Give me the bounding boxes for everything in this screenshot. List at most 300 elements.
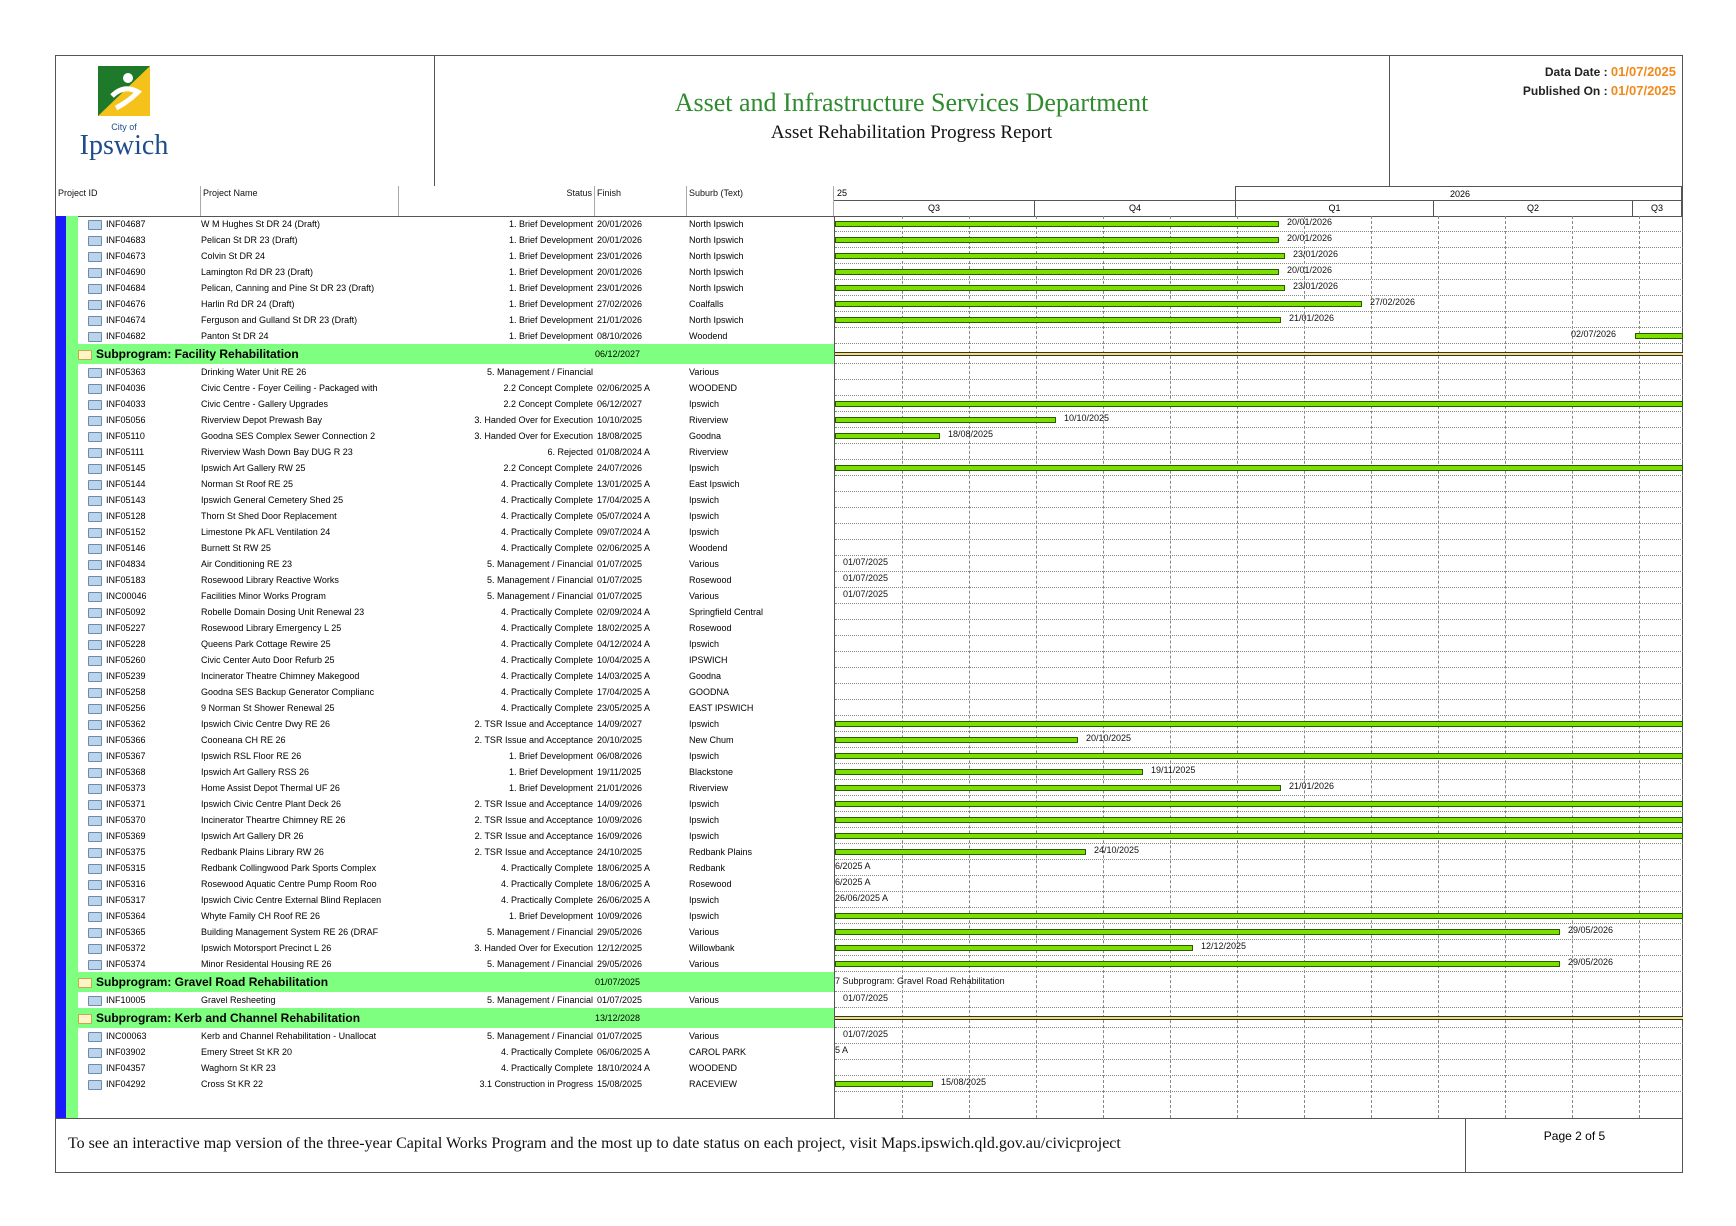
- gantt-bar-label: 21/01/2026: [1289, 313, 1335, 323]
- table-row[interactable]: [78, 232, 834, 248]
- project-finish: [597, 364, 687, 380]
- project-suburb: Ipswich: [689, 399, 720, 409]
- table-row[interactable]: [78, 476, 834, 492]
- project-suburb: Goodna: [689, 431, 722, 441]
- gantt-bar[interactable]: [835, 721, 1683, 727]
- project-suburb: Ipswich: [689, 463, 720, 473]
- project-id-text: INF03902: [106, 1047, 146, 1057]
- outline-bar-green: [66, 216, 78, 1118]
- table-row[interactable]: [78, 1076, 834, 1092]
- folder-icon: [88, 416, 102, 426]
- group-row[interactable]: [78, 344, 834, 364]
- project-status: 4. Practically Complete: [500, 527, 593, 537]
- table-row[interactable]: [78, 216, 834, 232]
- table-row[interactable]: [78, 508, 834, 524]
- project-id-text: INF05227: [106, 623, 146, 633]
- project-name: Lamington Rd DR 23 (Draft): [201, 267, 314, 277]
- table-row[interactable]: [78, 412, 834, 428]
- project-name: Redbank Collingwood Park Sports Complex: [201, 863, 377, 873]
- project-finish: 13/01/2025 A: [597, 479, 651, 489]
- gantt-bar[interactable]: [835, 269, 1279, 275]
- gantt-bar[interactable]: [835, 433, 940, 439]
- project-finish: 06/12/2027: [597, 399, 643, 409]
- table-row[interactable]: [78, 492, 834, 508]
- project-id-text: INF05363: [106, 367, 146, 377]
- gantt-bar[interactable]: [835, 817, 1683, 823]
- gantt-row-line: [835, 699, 1683, 700]
- project-status: 4. Practically Complete: [500, 879, 593, 889]
- gantt-row-line: [835, 923, 1683, 924]
- table-row[interactable]: [78, 992, 834, 1008]
- project-suburb: North Ipswich: [689, 315, 744, 325]
- table-row[interactable]: [78, 364, 834, 380]
- gantt-group-label: 7 Subprogram: Gravel Road Rehabilitation: [835, 976, 1005, 986]
- gantt-milestone-label: 01/07/2025: [843, 589, 889, 599]
- gantt-bar[interactable]: [835, 221, 1279, 227]
- project-suburb: Willowbank: [689, 943, 735, 953]
- project-id-text: INF04682: [106, 331, 146, 341]
- project-suburb: Ipswich: [689, 639, 720, 649]
- folder-open-icon: [78, 1014, 92, 1024]
- project-id: [88, 716, 201, 732]
- folder-icon: [88, 996, 102, 1006]
- project-name: Drinking Water Unit RE 26: [201, 367, 307, 377]
- quarter-q4-2025: Q4: [1035, 201, 1236, 216]
- gantt-bar[interactable]: [835, 961, 1560, 967]
- table-row[interactable]: [78, 636, 834, 652]
- table-row[interactable]: [78, 652, 834, 668]
- project-name: Ferguson and Gulland St DR 23 (Draft): [201, 315, 358, 325]
- gantt-row-line: [835, 955, 1683, 956]
- table-row[interactable]: [78, 380, 834, 396]
- project-status: 3. Handed Over for Execution: [474, 431, 593, 441]
- gantt-bar[interactable]: [835, 465, 1683, 471]
- folder-icon: [88, 592, 102, 602]
- gantt-bar[interactable]: [835, 417, 1056, 423]
- gantt-row-line: [835, 683, 1683, 684]
- gantt-row-line: [835, 667, 1683, 668]
- project-id: [88, 908, 201, 924]
- project-status: 6. Rejected: [547, 447, 593, 457]
- gantt-bar[interactable]: [835, 285, 1285, 291]
- summary-bar[interactable]: [835, 352, 1683, 356]
- project-status: 3. Handed Over for Execution: [474, 415, 593, 425]
- quarter-q2-2026: Q2: [1434, 201, 1633, 216]
- project-finish: 29/05/2026: [597, 959, 643, 969]
- project-finish: 20/01/2026: [597, 267, 643, 277]
- table-row[interactable]: [78, 572, 834, 588]
- project-suburb: Various: [689, 927, 719, 937]
- project-id: [88, 476, 201, 492]
- project-finish: 14/09/2027: [597, 719, 643, 729]
- gantt-bar-label: 18/08/2025: [948, 429, 994, 439]
- folder-icon: [88, 752, 102, 762]
- project-id-text: INF05144: [106, 479, 146, 489]
- project-name: Home Assist Depot Thermal UF 26: [201, 783, 340, 793]
- gantt-bar-label: 21/01/2026: [1289, 781, 1335, 791]
- gantt-row-line: [835, 939, 1683, 940]
- project-suburb: Rosewood: [689, 879, 732, 889]
- table-row[interactable]: [78, 908, 834, 924]
- table-row[interactable]: [78, 780, 834, 796]
- project-finish: 14/09/2026: [597, 799, 643, 809]
- table-row[interactable]: [78, 248, 834, 264]
- project-finish: 18/10/2024 A: [597, 1063, 651, 1073]
- project-id-text: INF05371: [106, 799, 146, 809]
- gantt-row-line: [835, 1007, 1683, 1008]
- project-finish: 01/08/2024 A: [597, 447, 651, 457]
- gantt-row-line: [835, 619, 1683, 620]
- project-suburb: East Ipswich: [689, 479, 740, 489]
- table-row[interactable]: [78, 796, 834, 812]
- project-id: [88, 1060, 201, 1076]
- project-name: Pelican, Canning and Pine St DR 23 (Draft): [201, 283, 375, 293]
- project-name: Riverview Wash Down Bay DUG R 23: [201, 447, 353, 457]
- project-suburb: Woodend: [689, 331, 728, 341]
- year-2026: 2026: [1236, 186, 1682, 201]
- table-row[interactable]: [78, 444, 834, 460]
- col-suburb: Suburb (Text): [687, 186, 834, 216]
- gantt-bar[interactable]: [835, 253, 1285, 259]
- folder-icon: [88, 784, 102, 794]
- folder-icon: [88, 236, 102, 246]
- project-name: Incinerator Theartre Chimney RE 26: [201, 815, 346, 825]
- group-name: [78, 344, 578, 364]
- gantt-row-line: [835, 475, 1683, 476]
- gantt-row-line: [835, 411, 1683, 412]
- group-name: [78, 972, 578, 992]
- gantt-row-line: [835, 811, 1683, 812]
- gantt-bar-label: 20/10/2025: [1086, 733, 1132, 743]
- project-id-text: INF05111: [106, 447, 145, 457]
- folder-icon: [88, 688, 102, 698]
- folder-icon: [88, 736, 102, 746]
- gantt-bar[interactable]: [835, 317, 1281, 323]
- project-id-text: INC00046: [106, 591, 147, 601]
- table-row[interactable]: [78, 940, 834, 956]
- project-name: Air Conditioning RE 23: [201, 559, 293, 569]
- project-status: 4. Practically Complete: [500, 895, 593, 905]
- gantt-row-line: [835, 555, 1683, 556]
- table-row[interactable]: [78, 296, 834, 312]
- folder-icon: [88, 928, 102, 938]
- table-row[interactable]: [78, 684, 834, 700]
- project-name: Harlin Rd DR 24 (Draft): [201, 299, 295, 309]
- gantt-bar[interactable]: [835, 301, 1362, 307]
- gantt-row-line: [835, 491, 1683, 492]
- gantt-row-line: [835, 731, 1683, 732]
- folder-icon: [88, 480, 102, 490]
- project-status: 5. Management / Financial: [486, 575, 593, 585]
- folder-icon: [88, 252, 102, 262]
- gantt-bar-label: 15/08/2025: [941, 1077, 987, 1087]
- table-row[interactable]: [78, 312, 834, 328]
- project-suburb: Woodend: [689, 543, 728, 553]
- table-row[interactable]: [78, 1028, 834, 1044]
- gantt-row-line: [835, 523, 1683, 524]
- gantt-bar[interactable]: [835, 737, 1078, 743]
- project-name: 9 Norman St Shower Renewal 25: [201, 703, 335, 713]
- project-suburb: IPSWICH: [689, 655, 728, 665]
- gantt-bar[interactable]: [835, 785, 1281, 791]
- project-id-text: INF05317: [106, 895, 146, 905]
- gantt-bar-label: 10/10/2025: [1064, 413, 1110, 423]
- gantt-milestone-label: 01/07/2025: [843, 993, 889, 1003]
- project-suburb: Rosewood: [689, 623, 732, 633]
- project-suburb: Various: [689, 959, 719, 969]
- project-id-text: INF05092: [106, 607, 146, 617]
- table-row[interactable]: [78, 540, 834, 556]
- project-id: [88, 428, 201, 444]
- project-id: [88, 924, 201, 940]
- project-id-text: INF05239: [106, 671, 146, 681]
- logo-city-of: City of: [111, 122, 137, 132]
- project-id: [88, 540, 201, 556]
- folder-icon: [88, 912, 102, 922]
- project-suburb: Various: [689, 367, 719, 377]
- project-id: [88, 572, 201, 588]
- table-row[interactable]: [78, 716, 834, 732]
- project-id-text: INF05110: [106, 431, 145, 441]
- project-finish: 08/10/2026: [597, 331, 643, 341]
- project-status: 4. Practically Complete: [500, 607, 593, 617]
- project-name: Pelican St DR 23 (Draft): [201, 235, 298, 245]
- project-id: [88, 364, 201, 380]
- project-id: [88, 492, 201, 508]
- project-name: Goodna SES Complex Sewer Connection 2: [201, 431, 376, 441]
- gantt-milestone-label: 01/07/2025: [843, 557, 889, 567]
- project-name: Ipswich Motorsport Precinct L 26: [201, 943, 332, 953]
- project-name: Ipswich General Cemetery Shed 25: [201, 495, 344, 505]
- project-status: 2. TSR Issue and Acceptance: [474, 815, 593, 825]
- folder-icon: [88, 332, 102, 342]
- table-row[interactable]: [78, 620, 834, 636]
- project-id-text: INF04292: [106, 1079, 146, 1089]
- group-row[interactable]: [78, 972, 834, 992]
- project-suburb: Redbank Plains: [689, 847, 753, 857]
- gantt-row-line: [835, 395, 1683, 396]
- table-row[interactable]: [78, 844, 834, 860]
- project-id: [88, 296, 201, 312]
- quarter-q3-2026: Q3: [1633, 201, 1682, 216]
- project-status: 2.2 Concept Complete: [503, 463, 593, 473]
- project-status: 1. Brief Development: [508, 267, 593, 277]
- gantt-row-line: [835, 327, 1683, 328]
- folder-icon: [88, 624, 102, 634]
- gantt-bar[interactable]: [1635, 333, 1683, 339]
- gantt-bar[interactable]: [835, 401, 1683, 407]
- gantt-row-line: [835, 907, 1683, 908]
- project-id-text: INF05367: [106, 751, 146, 761]
- project-name: Goodna SES Backup Generator Complianc: [201, 687, 375, 697]
- project-finish: 12/12/2025: [597, 943, 643, 953]
- group-name: [78, 1008, 578, 1028]
- project-id-text: INF04036: [106, 383, 146, 393]
- gantt-row-line: [835, 1043, 1683, 1044]
- folder-icon: [88, 368, 102, 378]
- project-finish: 01/07/2025: [597, 591, 643, 601]
- project-status: 2.2 Concept Complete: [503, 383, 593, 393]
- folder-icon: [88, 800, 102, 810]
- table-row[interactable]: [78, 924, 834, 940]
- table-row[interactable]: [78, 700, 834, 716]
- table-row[interactable]: [78, 264, 834, 280]
- table-row[interactable]: [78, 828, 834, 844]
- table-row[interactable]: [78, 328, 834, 344]
- title-area: [434, 56, 1390, 186]
- project-name: Thorn St Shed Door Replacement: [201, 511, 337, 521]
- project-name: Colvin St DR 24: [201, 251, 266, 261]
- summary-bar[interactable]: [835, 1016, 1683, 1020]
- table-row[interactable]: [78, 732, 834, 748]
- project-id: [88, 312, 201, 328]
- folder-icon: [88, 608, 102, 618]
- project-id-text: INF05362: [106, 719, 146, 729]
- table-row[interactable]: [78, 524, 834, 540]
- project-id: [88, 828, 201, 844]
- table-row[interactable]: [78, 396, 834, 412]
- project-finish: 23/01/2026: [597, 283, 643, 293]
- gantt-bar[interactable]: [835, 945, 1193, 951]
- project-status: 5. Management / Financial: [486, 559, 593, 569]
- project-id: [88, 460, 201, 476]
- project-id: [88, 1028, 201, 1044]
- folder-icon: [88, 576, 102, 586]
- table-row[interactable]: [78, 860, 834, 876]
- project-id-text: INF05146: [106, 543, 146, 553]
- project-finish: 06/06/2025 A: [597, 1047, 651, 1057]
- table-row[interactable]: [78, 588, 834, 604]
- gantt-bar[interactable]: [835, 769, 1143, 775]
- table-row[interactable]: [78, 428, 834, 444]
- gantt-bar-label: 20/01/2026: [1287, 233, 1333, 243]
- table-body: [56, 216, 1682, 1118]
- project-name: Rosewood Library Reactive Works: [201, 575, 339, 585]
- table-row[interactable]: [78, 956, 834, 972]
- project-id-text: INF05374: [106, 959, 146, 969]
- gantt-row-line: [835, 279, 1683, 280]
- gantt-bar[interactable]: [835, 849, 1086, 855]
- table-row[interactable]: [78, 280, 834, 296]
- project-status: 5. Management / Financial: [486, 367, 593, 377]
- ipswich-logo-icon: [68, 62, 188, 162]
- folder-open-icon: [78, 978, 92, 988]
- gantt-bar[interactable]: [835, 753, 1683, 759]
- gantt-milestone-label: 01/07/2025: [843, 1029, 889, 1039]
- project-status: 5. Management / Financial: [486, 927, 593, 937]
- gantt-row-line: [835, 1059, 1683, 1060]
- project-suburb: Ipswich: [689, 831, 720, 841]
- gantt-bar[interactable]: [835, 833, 1683, 839]
- table-row[interactable]: [78, 604, 834, 620]
- project-finish: 14/03/2025 A: [597, 671, 651, 681]
- project-id: [88, 780, 201, 796]
- table-row[interactable]: [78, 812, 834, 828]
- folder-icon: [88, 448, 102, 458]
- project-finish: 17/04/2025 A: [597, 495, 651, 505]
- table-row[interactable]: [78, 1044, 834, 1060]
- project-finish: 18/02/2025 A: [597, 623, 651, 633]
- table-row[interactable]: [78, 892, 834, 908]
- table-row[interactable]: [78, 764, 834, 780]
- project-name: Ipswich Art Gallery DR 26: [201, 831, 304, 841]
- table-row[interactable]: [78, 460, 834, 476]
- gantt-bar-label: 27/02/2026: [1370, 297, 1416, 307]
- project-suburb: Ipswich: [689, 527, 720, 537]
- project-name: Ipswich RSL Floor RE 26: [201, 751, 302, 761]
- gantt-bar[interactable]: [835, 801, 1683, 807]
- project-status: 2. TSR Issue and Acceptance: [474, 831, 593, 841]
- col-project-id: Project ID: [56, 186, 201, 216]
- project-id: [88, 636, 201, 652]
- gantt-bar[interactable]: [835, 913, 1683, 919]
- table-row[interactable]: [78, 556, 834, 572]
- project-name: Robelle Domain Dosing Unit Renewal 23: [201, 607, 365, 617]
- folder-icon: [88, 284, 102, 294]
- project-status: 4. Practically Complete: [500, 671, 593, 681]
- project-id: [88, 1076, 201, 1092]
- table-row[interactable]: [78, 668, 834, 684]
- published-value: 01/07/2025: [1610, 83, 1676, 98]
- project-id-text: INF05256: [106, 703, 146, 713]
- group-row[interactable]: [78, 1008, 834, 1028]
- project-finish: 29/05/2026: [597, 927, 643, 937]
- gantt-row-line: [835, 1075, 1683, 1076]
- project-finish: 17/04/2025 A: [597, 687, 651, 697]
- col-project-name: Project Name: [201, 186, 399, 216]
- gantt-row-line: [835, 779, 1683, 780]
- project-id-text: INF05145: [106, 463, 146, 473]
- project-id-text: INF05258: [106, 687, 146, 697]
- folder-icon: [88, 672, 102, 682]
- gantt-row-line: [835, 795, 1683, 796]
- project-suburb: EAST IPSWICH: [689, 703, 754, 713]
- project-suburb: Ipswich: [689, 719, 720, 729]
- project-suburb: Coalfalls: [689, 299, 724, 309]
- gantt-row-line: [835, 859, 1683, 860]
- table-row[interactable]: [78, 876, 834, 892]
- project-name: Whyte Family CH Roof RE 26: [201, 911, 321, 921]
- project-suburb: Springfield Central: [689, 607, 764, 617]
- project-id: [88, 700, 201, 716]
- project-name: Panton St DR 24: [201, 331, 269, 341]
- gantt-bar[interactable]: [835, 929, 1560, 935]
- project-status: 4. Practically Complete: [500, 863, 593, 873]
- gantt-row-line: [835, 991, 1683, 992]
- project-suburb: Redbank: [689, 863, 726, 873]
- gantt-bar[interactable]: [835, 1081, 933, 1087]
- project-finish: 05/07/2024 A: [597, 511, 651, 521]
- group-finish: 13/12/2028: [595, 1013, 641, 1023]
- project-status: 1. Brief Development: [508, 235, 593, 245]
- table-row[interactable]: [78, 748, 834, 764]
- project-finish: 02/06/2025 A: [597, 383, 651, 393]
- folder-icon: [88, 544, 102, 554]
- project-finish: 20/10/2025: [597, 735, 643, 745]
- gantt-bar-label: 24/10/2025: [1094, 845, 1140, 855]
- project-status: 2. TSR Issue and Acceptance: [474, 735, 593, 745]
- project-suburb: New Chum: [689, 735, 734, 745]
- gantt-row-line: [835, 311, 1683, 312]
- gantt-row-line: [835, 635, 1683, 636]
- folder-icon: [88, 896, 102, 906]
- timeline-header: [834, 186, 1682, 216]
- project-finish: 09/07/2024 A: [597, 527, 651, 537]
- project-status: 1. Brief Development: [508, 783, 593, 793]
- date-area: [1389, 56, 1682, 186]
- table-row[interactable]: [78, 1060, 834, 1076]
- gantt-bar[interactable]: [835, 237, 1279, 243]
